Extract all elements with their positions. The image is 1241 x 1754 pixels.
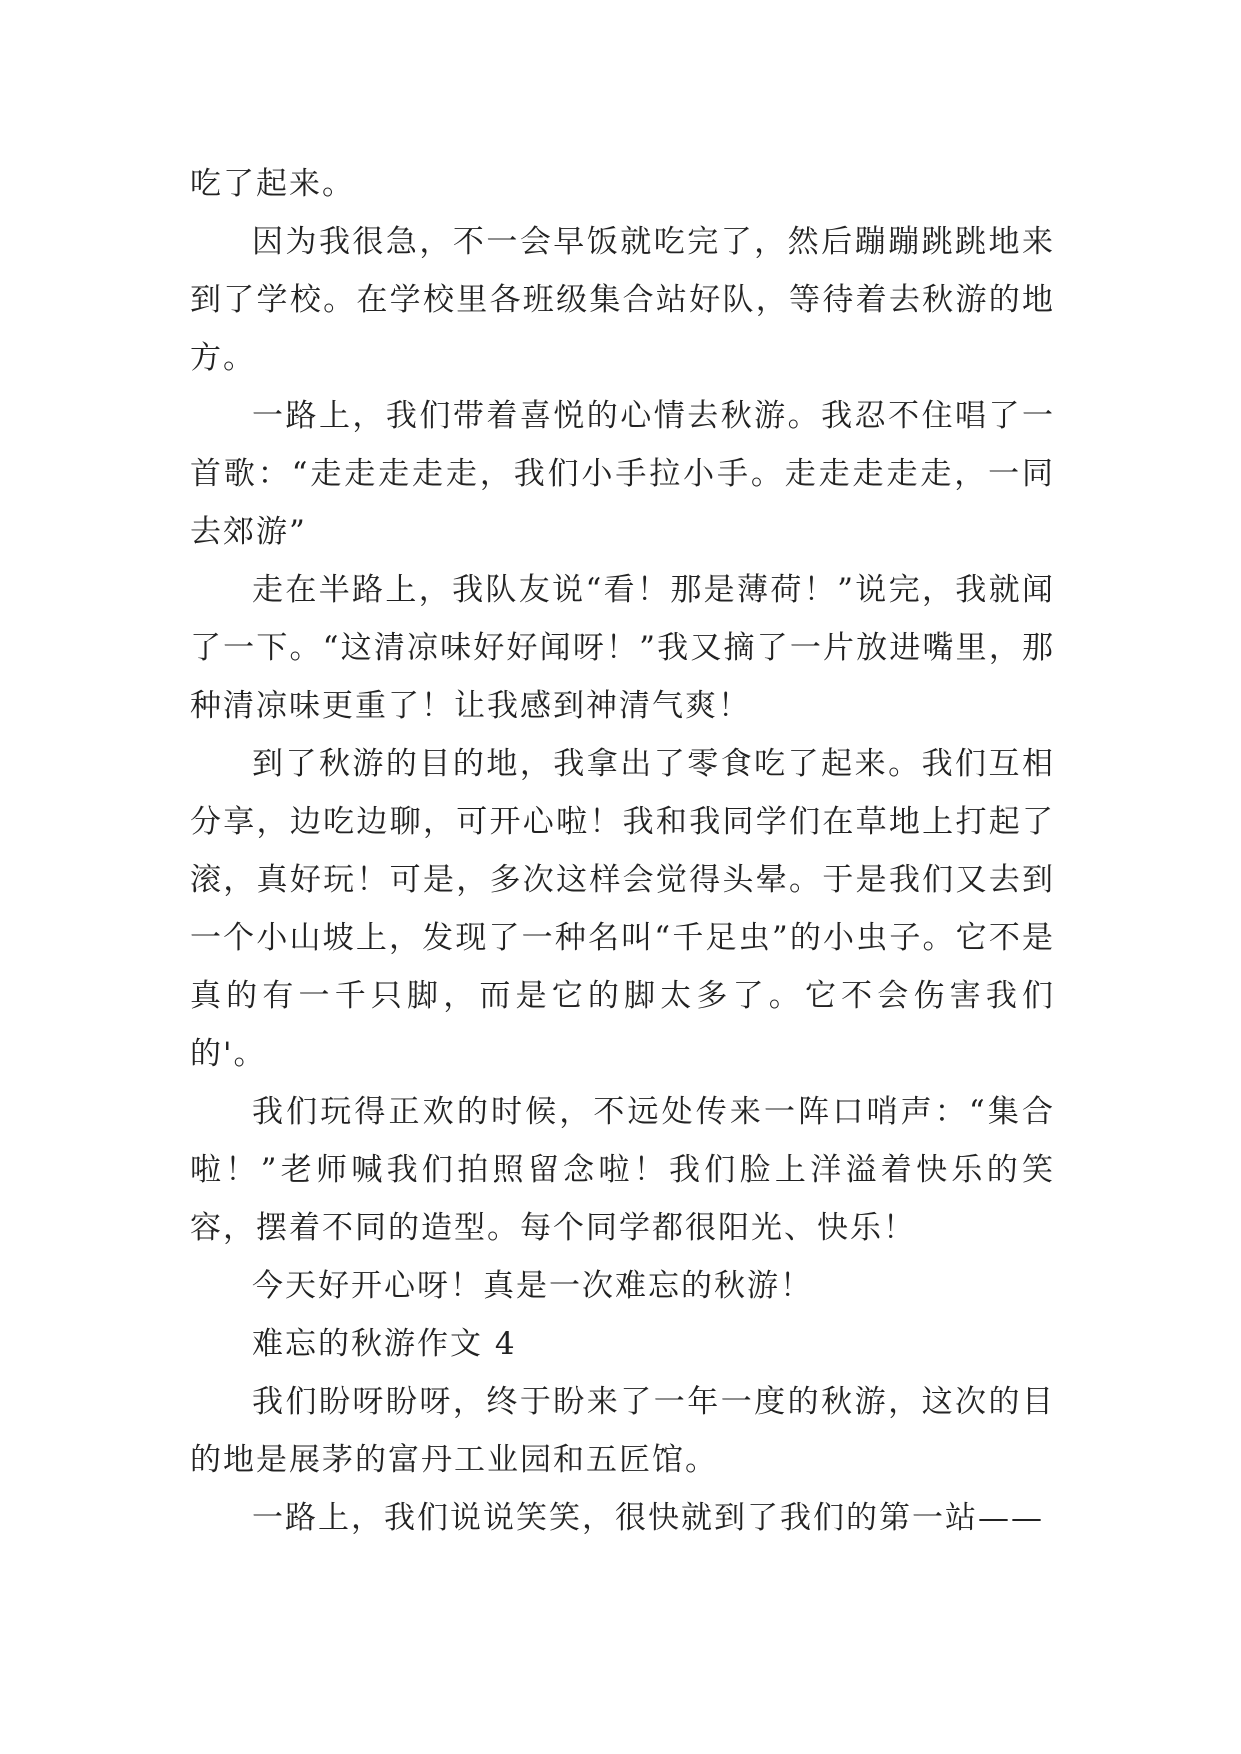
paragraph-4: 走在半路上，我队友说“看！那是薄荷！”说完，我就闻了一下。“这清凉味好好闻呀！”我又摘了一片放进嘴里，那种清凉味更重了！让我感到神清气爽！ [190, 572, 1055, 724]
paragraph-5: 到了秋游的目的地，我拿出了零食吃了起来。我们互相分享，边吃边聊，可开心啦！我和我同学们在草地上打起了滚，真好玩！可是，多次这样会觉得头晕。于是我们又去到一个小山坡上，发现了一种名叫“千足虫”的小虫子。它不是真的有一千只脚，而是它的脚太多了。它不会伤害我们的'。 [190, 746, 1055, 1072]
paragraph-1: 吃了起来。 [190, 166, 355, 202]
paragraph-7: 今天好开心呀！真是一次难忘的秋游！ [252, 1268, 813, 1304]
section-heading: 难忘的秋游作文 4 [252, 1326, 517, 1362]
paragraph-2: 因为我很急，不一会早饭就吃完了，然后蹦蹦跳跳地来到了学校。在学校里各班级集合站好队，等待着去秋游的地方。 [190, 224, 1055, 376]
paragraph-6: 我们玩得正欢的时候，不远处传来一阵口哨声：“集合啦！”老师喊我们拍照留念啦！我们脸上洋溢着快乐的笑容，摆着不同的造型。每个同学都很阳光、快乐！ [190, 1094, 1055, 1246]
paragraph-3: 一路上，我们带着喜悦的心情去秋游。我忍不住唱了一首歌：“走走走走走，我们小手拉小手。走走走走走，一同去郊游” [190, 398, 1055, 550]
paragraph-9: 我们盼呀盼呀，终于盼来了一年一度的秋游，这次的目的地是展茅的富丹工业园和五匠馆。 [190, 1384, 1055, 1478]
paragraph-10: 一路上，我们说说笑笑，很快就到了我们的第一站—— [252, 1500, 1044, 1536]
essay-body [190, 155, 1055, 1547]
